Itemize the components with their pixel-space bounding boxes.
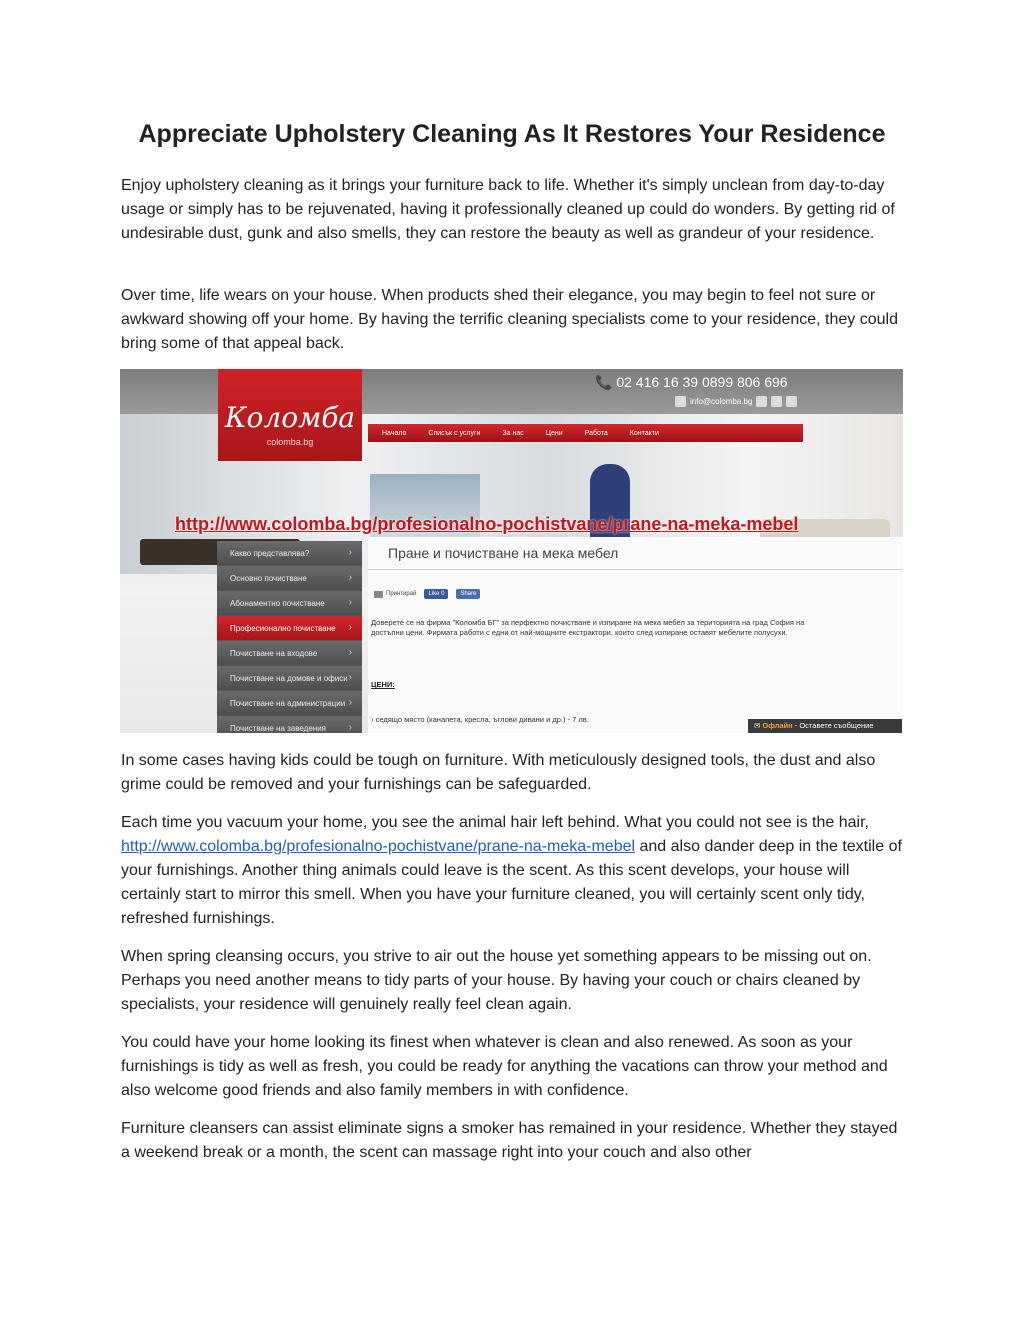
mail-icon [675,396,686,407]
nav-item-home: Начало [382,429,407,437]
chevron-right-icon: › [348,672,352,683]
site-price-item: › седящо място (канапета, кресла, ъглови дивани и др.) - 7 лв. [371,715,589,724]
chevron-right-icon: › [348,722,352,733]
site-content-title: Пране и почистване на мека мебел [388,545,619,561]
paragraph-finest: You could have your home looking its finest when whatever is clean and also renewed. As soon as your furnishings is tidy as well as fresh, you could be ready for anything the vacations can throw your method and also welcome good friends and also family members in with confidence. [121,1034,888,1099]
site-logo-subtext: colomba.bg [266,437,314,447]
chevron-right-icon: › [348,597,352,608]
chevron-right-icon: › [348,547,352,558]
print-button: Принтирай [374,591,416,598]
paragraph-kids: In some cases having kids could be tough on furniture. With meticulously designed tools, the dust and also grime could be removed and your furnishings can be safeguarded. [121,752,876,793]
site-side-menu [217,541,362,733]
share-buttons [374,589,480,599]
chat-widget: ✉ Офлайн - Оставете съобщение [748,719,902,733]
nav-item-contacts: Контакти [629,429,659,437]
paragraph-over-time: Over time, life wears on your house. When products shed their elegance, you may begin to feel not sure or awkward showing off your home. By having the terrific cleaning specialists come to your residence, they could bring some of that appeal back. [121,287,898,352]
site-phones: 📞 02 416 16 39 0899 806 696 [595,374,788,390]
site-nav [368,424,803,442]
side-menu-item: Почистване на входове › [217,641,362,666]
colomba-link[interactable]: http://www.colomba.bg/profesionalno-pochistvane/prane-na-meka-mebel [121,838,636,855]
chat-icon: ✉ [754,721,763,730]
website-screenshot [120,369,903,733]
site-content [368,537,903,733]
side-menu-item: Почистване на администрации › [217,691,362,716]
chevron-right-icon: › [348,697,352,708]
chevron-right-icon: › [348,572,352,583]
side-menu-item-active: Професионално почистване › [217,616,362,641]
page-title: Appreciate Upholstery Cleaning As It Restores Your Residence [138,120,886,148]
chevron-right-icon: › [348,622,352,633]
skype-icon [786,396,797,407]
site-logo [218,369,362,461]
site-email: info@colomba.bg [690,397,753,406]
side-menu-item: Почистване на домове и офиси › [217,666,362,691]
printer-icon [374,591,383,598]
site-prices-heading: ЦЕНИ: [371,680,395,689]
google-plus-icon [771,396,782,407]
side-menu-item: Абонаментно почистване › [217,591,362,616]
chevron-right-icon: › [348,647,352,658]
site-content-text: Доверете се на фирма "Коломба БГ" за перфектно почистване и изпиране на мека мебел за територията на град София на достъпни цени. Фирмата работи с едни от най-мощните екстрактори, които след изпиране оставят мебелите полусухи. [371,618,805,637]
site-logo-text: Коломба [224,401,356,434]
share-button: Share [456,589,480,599]
overlay-url-text: http://www.colomba.bg/profesionalno-pochistvane/prane-na-meka-mebel [175,514,799,534]
side-menu-item: Почистване на заведения › [217,716,362,733]
nav-item-prices: Цени [545,429,563,437]
nav-item-services: Списък с услуги [428,429,481,437]
paragraph-smoker: Furniture cleansers can assist eliminate signs a smoker has remained in your residence. Whether they stayed a weekend break or a month, the scent can massage right into your couch and also other [121,1120,898,1161]
paragraph-intro: Enjoy upholstery cleaning as it brings your furniture back to life. Whether it's simply unclean from day-to-day usage or simply has to be rejuvenated, having it professionally cleaned up could do wonders. By getting rid of undesirable dust, gunk and also smells, they can restore the beauty as well as grandeur of your residence. [121,177,895,242]
paragraph-vacuum: Each time you vacuum your home, you see the animal hair left behind. What you could not see is the hair, http://www.colomba.bg/profesionalno-pochistvane/prane-na-meka-mebel and also dander deep in the textile of your furnishings. Another thing animals could leave is the scent. As this scent develops, your house will certainly start to mirror this smell. When you have your furniture cleaned, you will certainly scent only tidy, refreshed furnishings. [121,814,902,927]
nav-item-jobs: Работа [584,429,608,437]
paragraph-spring: When spring cleansing occurs, you strive to air out the house yet something appears to be missing out on. Perhaps you need another means to tidy parts of your house. By having your couch or chairs cleaned by specialists, your residence will genuinely really feel clean again. [121,948,872,1013]
side-menu-item: Основно почистване › [217,566,362,591]
nav-item-about: За нас [502,429,524,437]
site-contact-row [675,396,797,407]
side-menu-item: Какво представлява? › [217,541,362,566]
like-button: Like 0 [424,589,448,599]
facebook-icon [756,396,767,407]
divider [368,569,903,570]
